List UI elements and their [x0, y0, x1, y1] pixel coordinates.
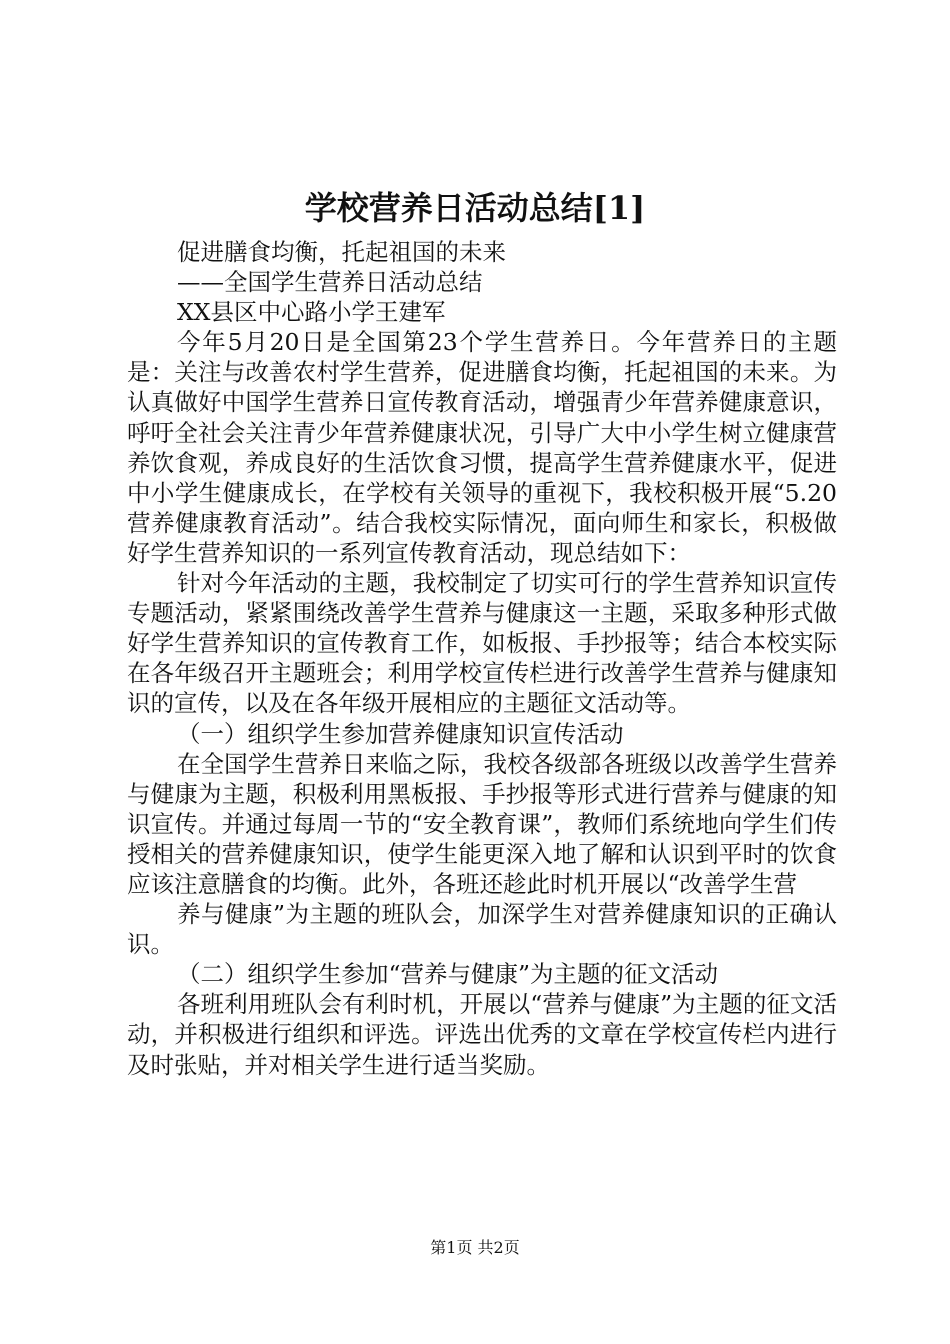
subtitle-line: ——全国学生营养日活动总结 — [177, 268, 483, 297]
section-heading: （二）组织学生参加“营养与健康”为主题的征文活动 — [177, 960, 719, 989]
body-paragraph: 养与健康”为主题的班队会，加深学生对营养健康知识的正确认识。 — [127, 900, 837, 959]
body-paragraph: 各班利用班队会有利时机，开展以“营养与健康”为主题的征文活动，并积极进行组织和评选。评选出优秀的文章在学校宣传栏内进行及时张贴，并对相关学生进行适当奖励。 — [127, 990, 837, 1079]
subtitle-line: 促进膳食均衡，托起祖国的未来 — [177, 238, 506, 266]
document-title: 学校营养日活动总结[1] — [304, 189, 646, 227]
document-body — [127, 237, 837, 1080]
body-paragraph: 今年5月20日是全国第23个学生营养日。今年营养日的主题是：关注与改善农村学生营养，促进膳食均衡，托起祖国的未来。为认真做好中国学生营养日宣传教育活动，增强青少年营养健康意识，呼吁全社会关注青少年营养健康状况，引导广大中小学生树立健康营养饮食观，养成良好的生活饮食习惯，提高学生营养健康水平，促进中小学生健康成长，在学校有关领导的重视下，我校积极开展“5.20营养健康教育活动”。结合我校实际情况，面向师生和家长，积极做好学生营养知识的一系列宣传教育活动，现总结如下： — [127, 328, 837, 567]
page-number: 第1页 共2页 — [430, 1238, 520, 1257]
body-paragraph: 针对今年活动的主题，我校制定了切实可行的学生营养知识宣传专题活动，紧紧围绕改善学生营养与健康这一主题，采取多种形式做好学生营养知识的宣传教育工作，如板报、手抄报等；结合本校实际在各年级召开主题班会；利用学校宣传栏进行改善学生营养与健康知识的宣传，以及在各年级开展相应的主题征文活动等。 — [127, 569, 837, 718]
body-paragraph: 在全国学生营养日来临之际，我校各级部各班级以改善学生营养与健康为主题，积极利用黑板报、手抄报等形式进行营养与健康的知识宣传。并通过每周一节的“安全教育课”，教师们系统地向学生们传授相关的营养健康知识，使学生能更深入地了解和认识到平时的饮食应该注意膳食的均衡。此外，各班还趁此时机开展以“改善学生营 — [127, 749, 837, 898]
section-heading: （一）组织学生参加营养健康知识宣传活动 — [177, 719, 624, 748]
author-line: XX县区中心路小学王建军 — [177, 298, 446, 327]
